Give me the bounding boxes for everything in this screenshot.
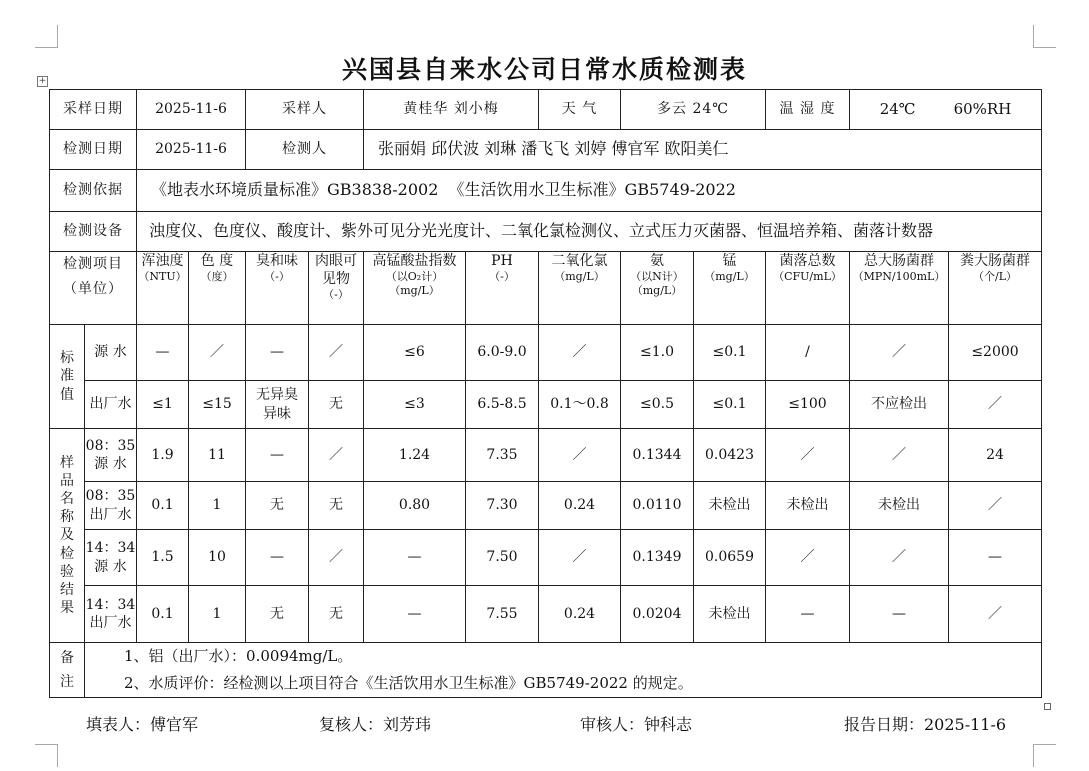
- table-row: [50, 482, 1042, 530]
- table-cell: 0.1: [137, 586, 189, 643]
- report-date: 报告日期：2025-11-6: [844, 715, 1007, 734]
- table-cell: 7.35: [466, 429, 539, 482]
- row-label: 源 水: [85, 325, 137, 381]
- table-cell: 无: [309, 381, 364, 429]
- weather-label: 天 气: [539, 90, 621, 130]
- water-quality-table: [49, 89, 1042, 698]
- basis-row: [50, 170, 1042, 212]
- row-label: 14：34 源 水: [85, 530, 137, 586]
- table-cell: —: [246, 325, 309, 381]
- basis-value: 《地表水环境质量标准》GB3838-2002 《生活饮用水卫生标准》GB5749-2022: [137, 170, 1042, 212]
- weather-value: 多云 24℃: [621, 90, 766, 130]
- table-cell: —: [364, 586, 466, 643]
- basis-label: 检测依据: [50, 170, 137, 212]
- header-manganese: 锰 （mg/L）: [694, 252, 766, 325]
- tester-label: 检测人: [246, 130, 364, 170]
- table-cell: 0.80: [364, 482, 466, 530]
- table-cell: ／: [949, 586, 1042, 643]
- table-row: [50, 325, 1042, 381]
- table-row: [50, 530, 1042, 586]
- table-cell: ≤6: [364, 325, 466, 381]
- header-turbidity: 浑浊度 （NTU）: [137, 252, 189, 325]
- sampler-label: 采样人: [246, 90, 364, 130]
- table-cell: 无: [246, 482, 309, 530]
- sampling-date-label: 采样日期: [50, 90, 137, 130]
- table-cell: —: [850, 586, 949, 643]
- temp-humidity-label: 温 湿 度: [766, 90, 850, 130]
- table-cell: ／: [850, 325, 949, 381]
- table-cell: 0.1～0.8: [539, 381, 621, 429]
- table-cell: 7.30: [466, 482, 539, 530]
- table-cell: ≤1: [137, 381, 189, 429]
- header-permanganate: 高锰酸盐指数 （以O₂计） （mg/L）: [364, 252, 466, 325]
- table-cell: 0.0423: [694, 429, 766, 482]
- table-cell: ≤0.1: [694, 325, 766, 381]
- table-cell: 无: [246, 586, 309, 643]
- table-cell: 10: [189, 530, 246, 586]
- table-cell: 无: [309, 586, 364, 643]
- testing-row: [50, 130, 1042, 170]
- header-color: 色 度 （度）: [189, 252, 246, 325]
- table-cell: 0.1: [137, 482, 189, 530]
- table-cell: ／: [309, 325, 364, 381]
- item-label: 检测项目: [63, 256, 123, 272]
- table-cell: 未检出: [850, 482, 949, 530]
- table-cell: ／: [309, 530, 364, 586]
- table-cell: ≤100: [766, 381, 850, 429]
- temp-humidity-value: [850, 90, 1042, 130]
- header-visible-matter: 肉眼可 见物 （-）: [309, 252, 364, 325]
- header-ph: PH （-）: [466, 252, 539, 325]
- crop-mark-bottom-left: [35, 744, 58, 767]
- table-cell: 不应检出: [850, 381, 949, 429]
- table-cell: 未检出: [694, 586, 766, 643]
- table-row: [50, 381, 1042, 429]
- table-cell: 1: [189, 586, 246, 643]
- table-cell: ≤2000: [949, 325, 1042, 381]
- table-cell: ≤0.1: [694, 381, 766, 429]
- header-chlorine-dioxide: 二氧化氯 （mg/L）: [539, 252, 621, 325]
- header-odor: 臭和味 （-）: [246, 252, 309, 325]
- table-cell: 1: [189, 482, 246, 530]
- table-cell: 6.0-9.0: [466, 325, 539, 381]
- table-cell: ≤0.5: [621, 381, 694, 429]
- table-cell: —: [364, 530, 466, 586]
- test-date-value: 2025-11-6: [137, 130, 246, 170]
- table-cell: 11: [189, 429, 246, 482]
- page-title: 兴国县自来水公司日常水质检测表: [341, 55, 747, 84]
- header-total-coliform: 总大肠菌群 （MPN/100mL）: [850, 252, 949, 325]
- sampler-value: 黄桂华 刘小梅: [364, 90, 539, 130]
- test-date-label: 检测日期: [50, 130, 137, 170]
- table-cell: 1.24: [364, 429, 466, 482]
- table-row: [50, 586, 1042, 643]
- crop-mark-bottom-right: [1033, 744, 1056, 767]
- samples-group-label: 样 品 名 称 及 检 验 结 果: [50, 429, 85, 643]
- equipment-row: [50, 212, 1042, 252]
- row-label: 出厂水: [85, 381, 137, 429]
- header-total-colony: 菌落总数 （CFU/mL）: [766, 252, 850, 325]
- table-cell: 无异臭异味: [246, 381, 309, 429]
- notes-row: [50, 643, 1042, 698]
- table-move-handle-icon[interactable]: +: [38, 76, 47, 86]
- notes-content: [85, 643, 1042, 698]
- table-cell: ／: [850, 530, 949, 586]
- table-cell: ≤15: [189, 381, 246, 429]
- table-cell: 无: [309, 482, 364, 530]
- table-cell: ／: [539, 530, 621, 586]
- table-cell: ／: [539, 429, 621, 482]
- table-cell: 0.24: [539, 586, 621, 643]
- table-cell: 未检出: [766, 482, 850, 530]
- header-row: [50, 252, 1042, 325]
- filler-signature: 填表人：傅官军: [86, 715, 199, 734]
- table-cell: 0.0204: [621, 586, 694, 643]
- header-fecal-coliform: 粪大肠菌群 （个/L）: [949, 252, 1042, 325]
- item-unit-label: [50, 252, 137, 325]
- table-cell: 1.5: [137, 530, 189, 586]
- row-label: 08：35 出厂水: [85, 482, 137, 530]
- crop-mark-top-right: [1033, 25, 1056, 48]
- table-cell: 0.0110: [621, 482, 694, 530]
- notes-label: 备 注: [50, 643, 85, 698]
- humidity-value: 60%RH: [953, 99, 1012, 118]
- table-cell: 6.5-8.5: [466, 381, 539, 429]
- table-cell: 0.1344: [621, 429, 694, 482]
- table-cell: 7.50: [466, 530, 539, 586]
- table-cell: 24: [949, 429, 1042, 482]
- sampling-date-value: 2025-11-6: [137, 90, 246, 130]
- note-line: 1、铝（出厂水）：0.0094mg/L。: [124, 647, 353, 665]
- sampling-row: [50, 90, 1042, 130]
- unit-label: （单位）: [63, 281, 123, 297]
- table-cell: 7.55: [466, 586, 539, 643]
- table-cell: —: [246, 429, 309, 482]
- row-label: 14：34 出厂水: [85, 586, 137, 643]
- table-cell: 未检出: [694, 482, 766, 530]
- table-cell: ／: [949, 482, 1042, 530]
- equipment-label: 检测设备: [50, 212, 137, 252]
- table-cell: ≤1.0: [621, 325, 694, 381]
- equipment-value: 浊度仪、色度仪、酸度计、紫外可见分光光度计、二氧化氯检测仪、立式压力灭菌器、恒温培养箱、菌落计数器: [137, 212, 1042, 252]
- approver-signature: 审核人：钟科志: [580, 715, 693, 734]
- table-cell: 1.9: [137, 429, 189, 482]
- note-line: 2、水质评价：经检测以上项目符合《生活饮用水卫生标准》GB5749-2022 的规定。: [124, 674, 693, 692]
- row-label: 08：35 源 水: [85, 429, 137, 482]
- table-cell: —: [137, 325, 189, 381]
- table-cell: —: [766, 586, 850, 643]
- table-cell: ≤3: [364, 381, 466, 429]
- temperature-value: 24℃: [879, 99, 916, 118]
- table-resize-handle-icon[interactable]: [1044, 703, 1051, 710]
- reviewer-signature: 复核人：刘芳玮: [319, 715, 432, 734]
- crop-mark-top-left: [35, 25, 58, 48]
- table-row: [50, 429, 1042, 482]
- table-cell: ／: [766, 530, 850, 586]
- table-cell: ／: [949, 381, 1042, 429]
- table-cell: ／: [766, 429, 850, 482]
- standard-group-label: 标 准 值: [50, 325, 85, 429]
- table-cell: —: [949, 530, 1042, 586]
- table-cell: 0.0659: [694, 530, 766, 586]
- table-cell: ／: [539, 325, 621, 381]
- table-cell: /: [766, 325, 850, 381]
- header-ammonia: 氨 （以N计） （mg/L）: [621, 252, 694, 325]
- tester-value: 张丽娟 邱伏波 刘琳 潘飞飞 刘婷 傅官军 欧阳美仁: [364, 130, 1042, 170]
- table-cell: 0.1349: [621, 530, 694, 586]
- table-cell: ／: [850, 429, 949, 482]
- table-cell: 0.24: [539, 482, 621, 530]
- table-cell: ／: [189, 325, 246, 381]
- table-cell: ／: [309, 429, 364, 482]
- table-cell: —: [246, 530, 309, 586]
